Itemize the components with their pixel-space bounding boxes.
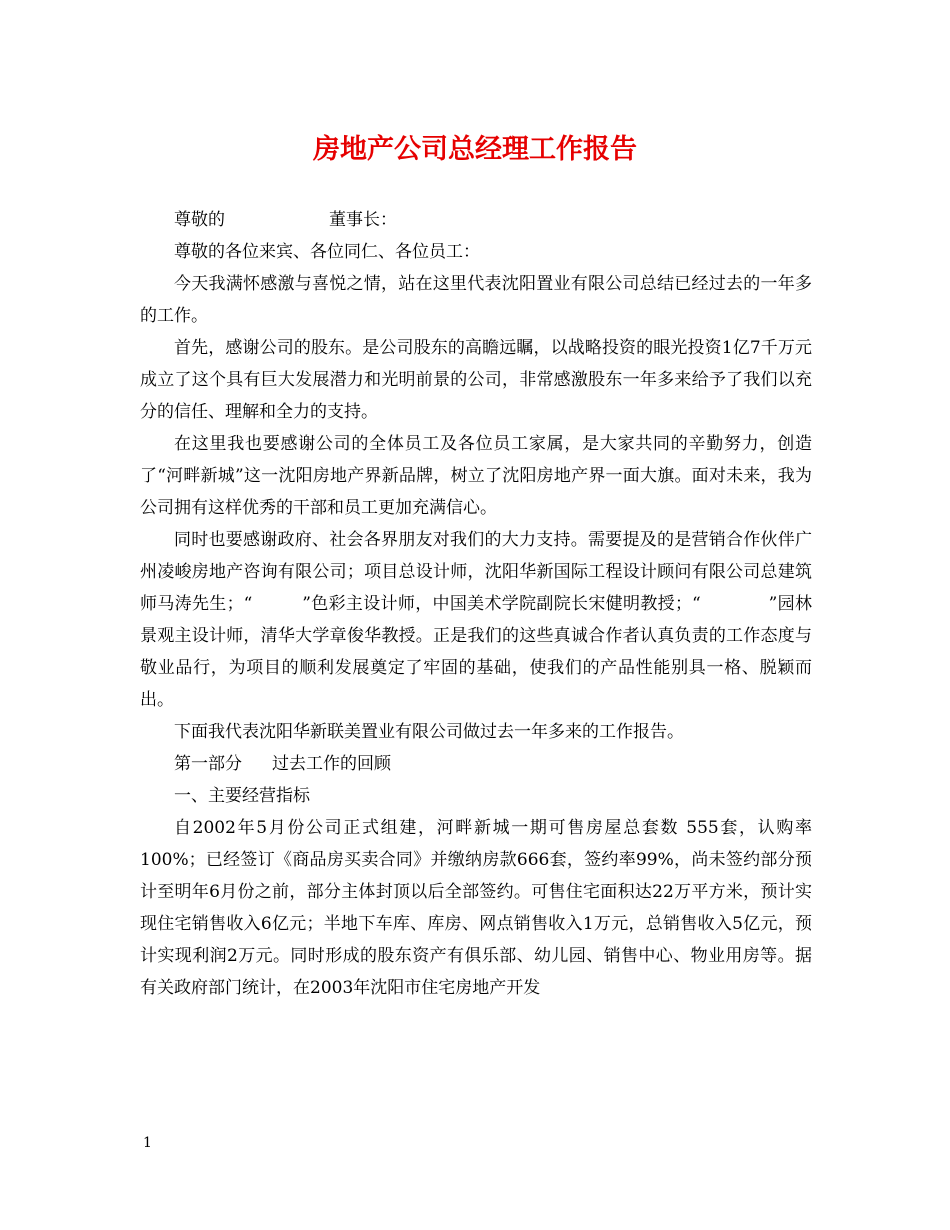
document-title: 房地产公司总经理工作报告 <box>313 134 637 165</box>
section-name: 过去工作的回顾 <box>272 754 391 774</box>
paragraph-segment: ”园林景观主设计师，清华大学章俊华教授。正是我们的这些真诚合作者认真负责的工作态度与敬业品行，为项目的顺利发展奠定了牢固的基础，使我们的产品性能别具一格、脱颖而出。 <box>140 594 812 710</box>
page-number: 1 <box>143 1135 152 1151</box>
paragraph: 今天我满怀感激与喜悦之情，站在这里代表沈阳置业有限公司总结已经过去的一年多的工作。 <box>140 274 812 326</box>
paragraph: 在这里我也要感谢公司的全体员工及各位员工家属，是大家共同的辛勤努力，创造了“河畔新城”这一沈阳房地产界新品牌，树立了沈阳房地产界一面大旗。面对未来，我为公司拥有这样优秀的干部和员工更加充满信心。 <box>140 434 812 518</box>
greeting-line-2: 尊敬的各位来宾、各位同仁、各位员工： <box>174 242 480 262</box>
greeting-part1: 尊敬的 <box>174 210 225 230</box>
subsection-heading: 一、主要经营指标 <box>174 786 310 806</box>
document-body <box>140 204 812 1004</box>
paragraph: 自2002年5月份公司正式组建，河畔新城一期可售房屋总套数 555套，认购率100%；已经签订《商品房买卖合同》并缴纳房款666套，签约率99%，尚未签约部分预计至明年6月份之前，部分主体封顶以后全部签约。可售住宅面积达22万平方米，预计实现住宅销售收入6亿元；半地下车库、库房、网点销售收入1万元，总销售收入5亿元，预计实现利润2万元。同时形成的股东资产有俱乐部、幼儿园、销售中心、物业用房等。据有关政府部门统计，在2003年沈阳市住宅房地产开发 <box>140 818 812 998</box>
paragraph: 下面我代表沈阳华新联美置业有限公司做过去一年多来的工作报告。 <box>174 722 684 742</box>
paragraph: 首先，感谢公司的股东。是公司股东的高瞻远瞩，以战略投资的眼光投资1亿7千万元成立了这个具有巨大发展潜力和光明前景的公司，非常感激股东一年多来给予了我们以充分的信任、理解和全力的支持。 <box>140 338 812 422</box>
section-number: 第一部分 <box>174 754 242 774</box>
greeting-part2: 董事长： <box>329 210 397 230</box>
paragraph-segment: ”色彩主设计师，中国美术学院副院长宋健明教授；“ <box>302 594 701 614</box>
paragraph <box>140 524 812 716</box>
greeting-line <box>140 204 812 236</box>
section-heading <box>140 748 812 780</box>
paragraph-segment: 同时也要感谢政府、社会各界朋友对我们的大力支持。需要提及的是营销合作伙伴广州凌峻房地产咨询有限公司；项目总设计师，沈阳华新国际工程设计顾问有限公司总建筑师马涛先生；“ <box>140 530 812 614</box>
